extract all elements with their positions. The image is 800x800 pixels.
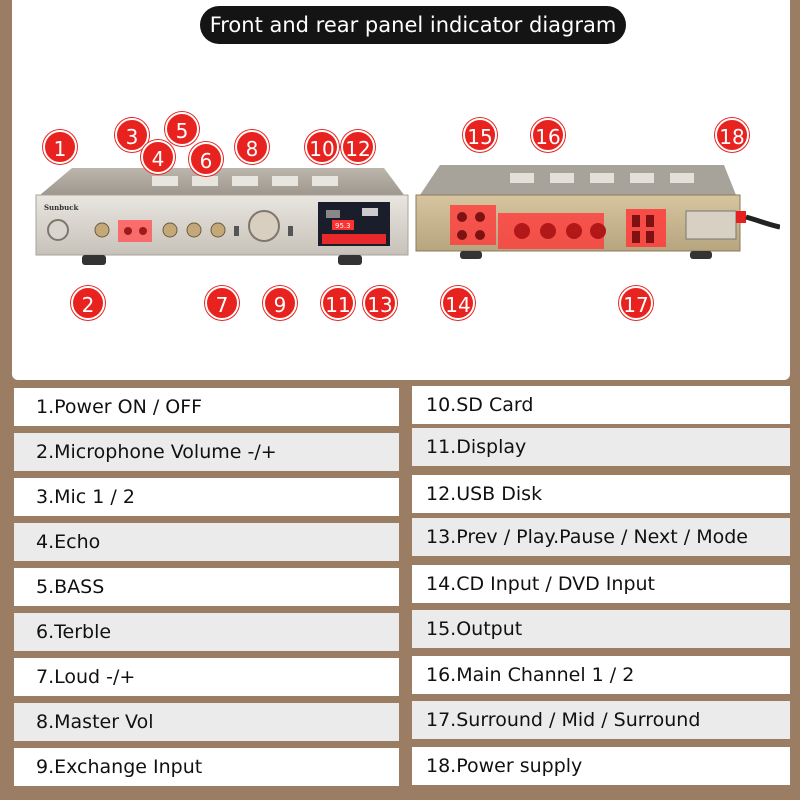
badge-4: 4 — [141, 140, 175, 174]
display-reading: 95.3 — [335, 222, 351, 230]
legend-item-15: 15.Output — [412, 610, 790, 648]
badge-15: 15 — [463, 118, 497, 152]
legend-item-3: 3.Mic 1 / 2 — [14, 478, 399, 516]
legend-item-17: 17.Surround / Mid / Surround — [412, 701, 790, 739]
legend-item-7: 7.Loud -/+ — [14, 658, 399, 696]
legend-table — [12, 383, 790, 800]
badge-18: 18 — [715, 118, 749, 152]
exchange-input-button — [288, 226, 293, 236]
legend-item-9: 9.Exchange Input — [14, 748, 399, 786]
badge-5: 5 — [165, 112, 199, 146]
power-knob — [48, 220, 68, 240]
legend-item-12: 12.USB Disk — [412, 475, 790, 513]
power-cord-plug — [736, 211, 746, 223]
legend-item-14: 14.CD Input / DVD Input — [412, 565, 790, 603]
badge-12: 12 — [341, 130, 375, 164]
badge-1: 1 — [43, 130, 77, 164]
badge-2: 2 — [71, 286, 105, 320]
badge-3: 3 — [115, 118, 149, 152]
brand-label: Sunbuck — [44, 203, 79, 212]
master-volume-knob — [249, 211, 279, 241]
bass-knob — [187, 223, 201, 237]
mic-volume-knob — [95, 223, 109, 237]
legend-item-13: 13.Prev / Play.Pause / Next / Mode — [412, 518, 790, 556]
transport-buttons — [322, 234, 386, 244]
legend-item-5: 5.BASS — [14, 568, 399, 606]
treble-knob — [211, 223, 225, 237]
echo-knob — [163, 223, 177, 237]
legend-item-18: 18.Power supply — [412, 747, 790, 785]
diagram-title: Front and rear panel indicator diagram — [200, 6, 626, 44]
front-panel-image — [32, 160, 412, 270]
legend-item-8: 8.Master Vol — [14, 703, 399, 741]
badge-13: 13 — [363, 286, 397, 320]
badge-8: 8 — [235, 130, 269, 164]
legend-item-6: 6.Terble — [14, 613, 399, 651]
badge-7: 7 — [205, 286, 239, 320]
badge-16: 16 — [531, 118, 565, 152]
legend-item-1: 1.Power ON / OFF — [14, 388, 399, 426]
badge-6: 6 — [189, 142, 223, 176]
legend-item-11: 11.Display — [412, 428, 790, 466]
badge-14: 14 — [441, 286, 475, 320]
legend-item-2: 2.Microphone Volume -/+ — [14, 433, 399, 471]
rear-panel-image — [410, 155, 780, 265]
diagram-panel — [12, 0, 790, 380]
loud-button — [234, 226, 239, 236]
legend-item-4: 4.Echo — [14, 523, 399, 561]
legend-item-10: 10.SD Card — [412, 386, 790, 424]
usb-slot — [362, 208, 378, 216]
badge-10: 10 — [305, 130, 339, 164]
legend-item-16: 16.Main Channel 1 / 2 — [412, 656, 790, 694]
badge-11: 11 — [321, 286, 355, 320]
sd-slot — [326, 210, 340, 218]
badge-17: 17 — [619, 286, 653, 320]
badge-9: 9 — [263, 286, 297, 320]
cd-dvd-inputs — [450, 205, 496, 245]
